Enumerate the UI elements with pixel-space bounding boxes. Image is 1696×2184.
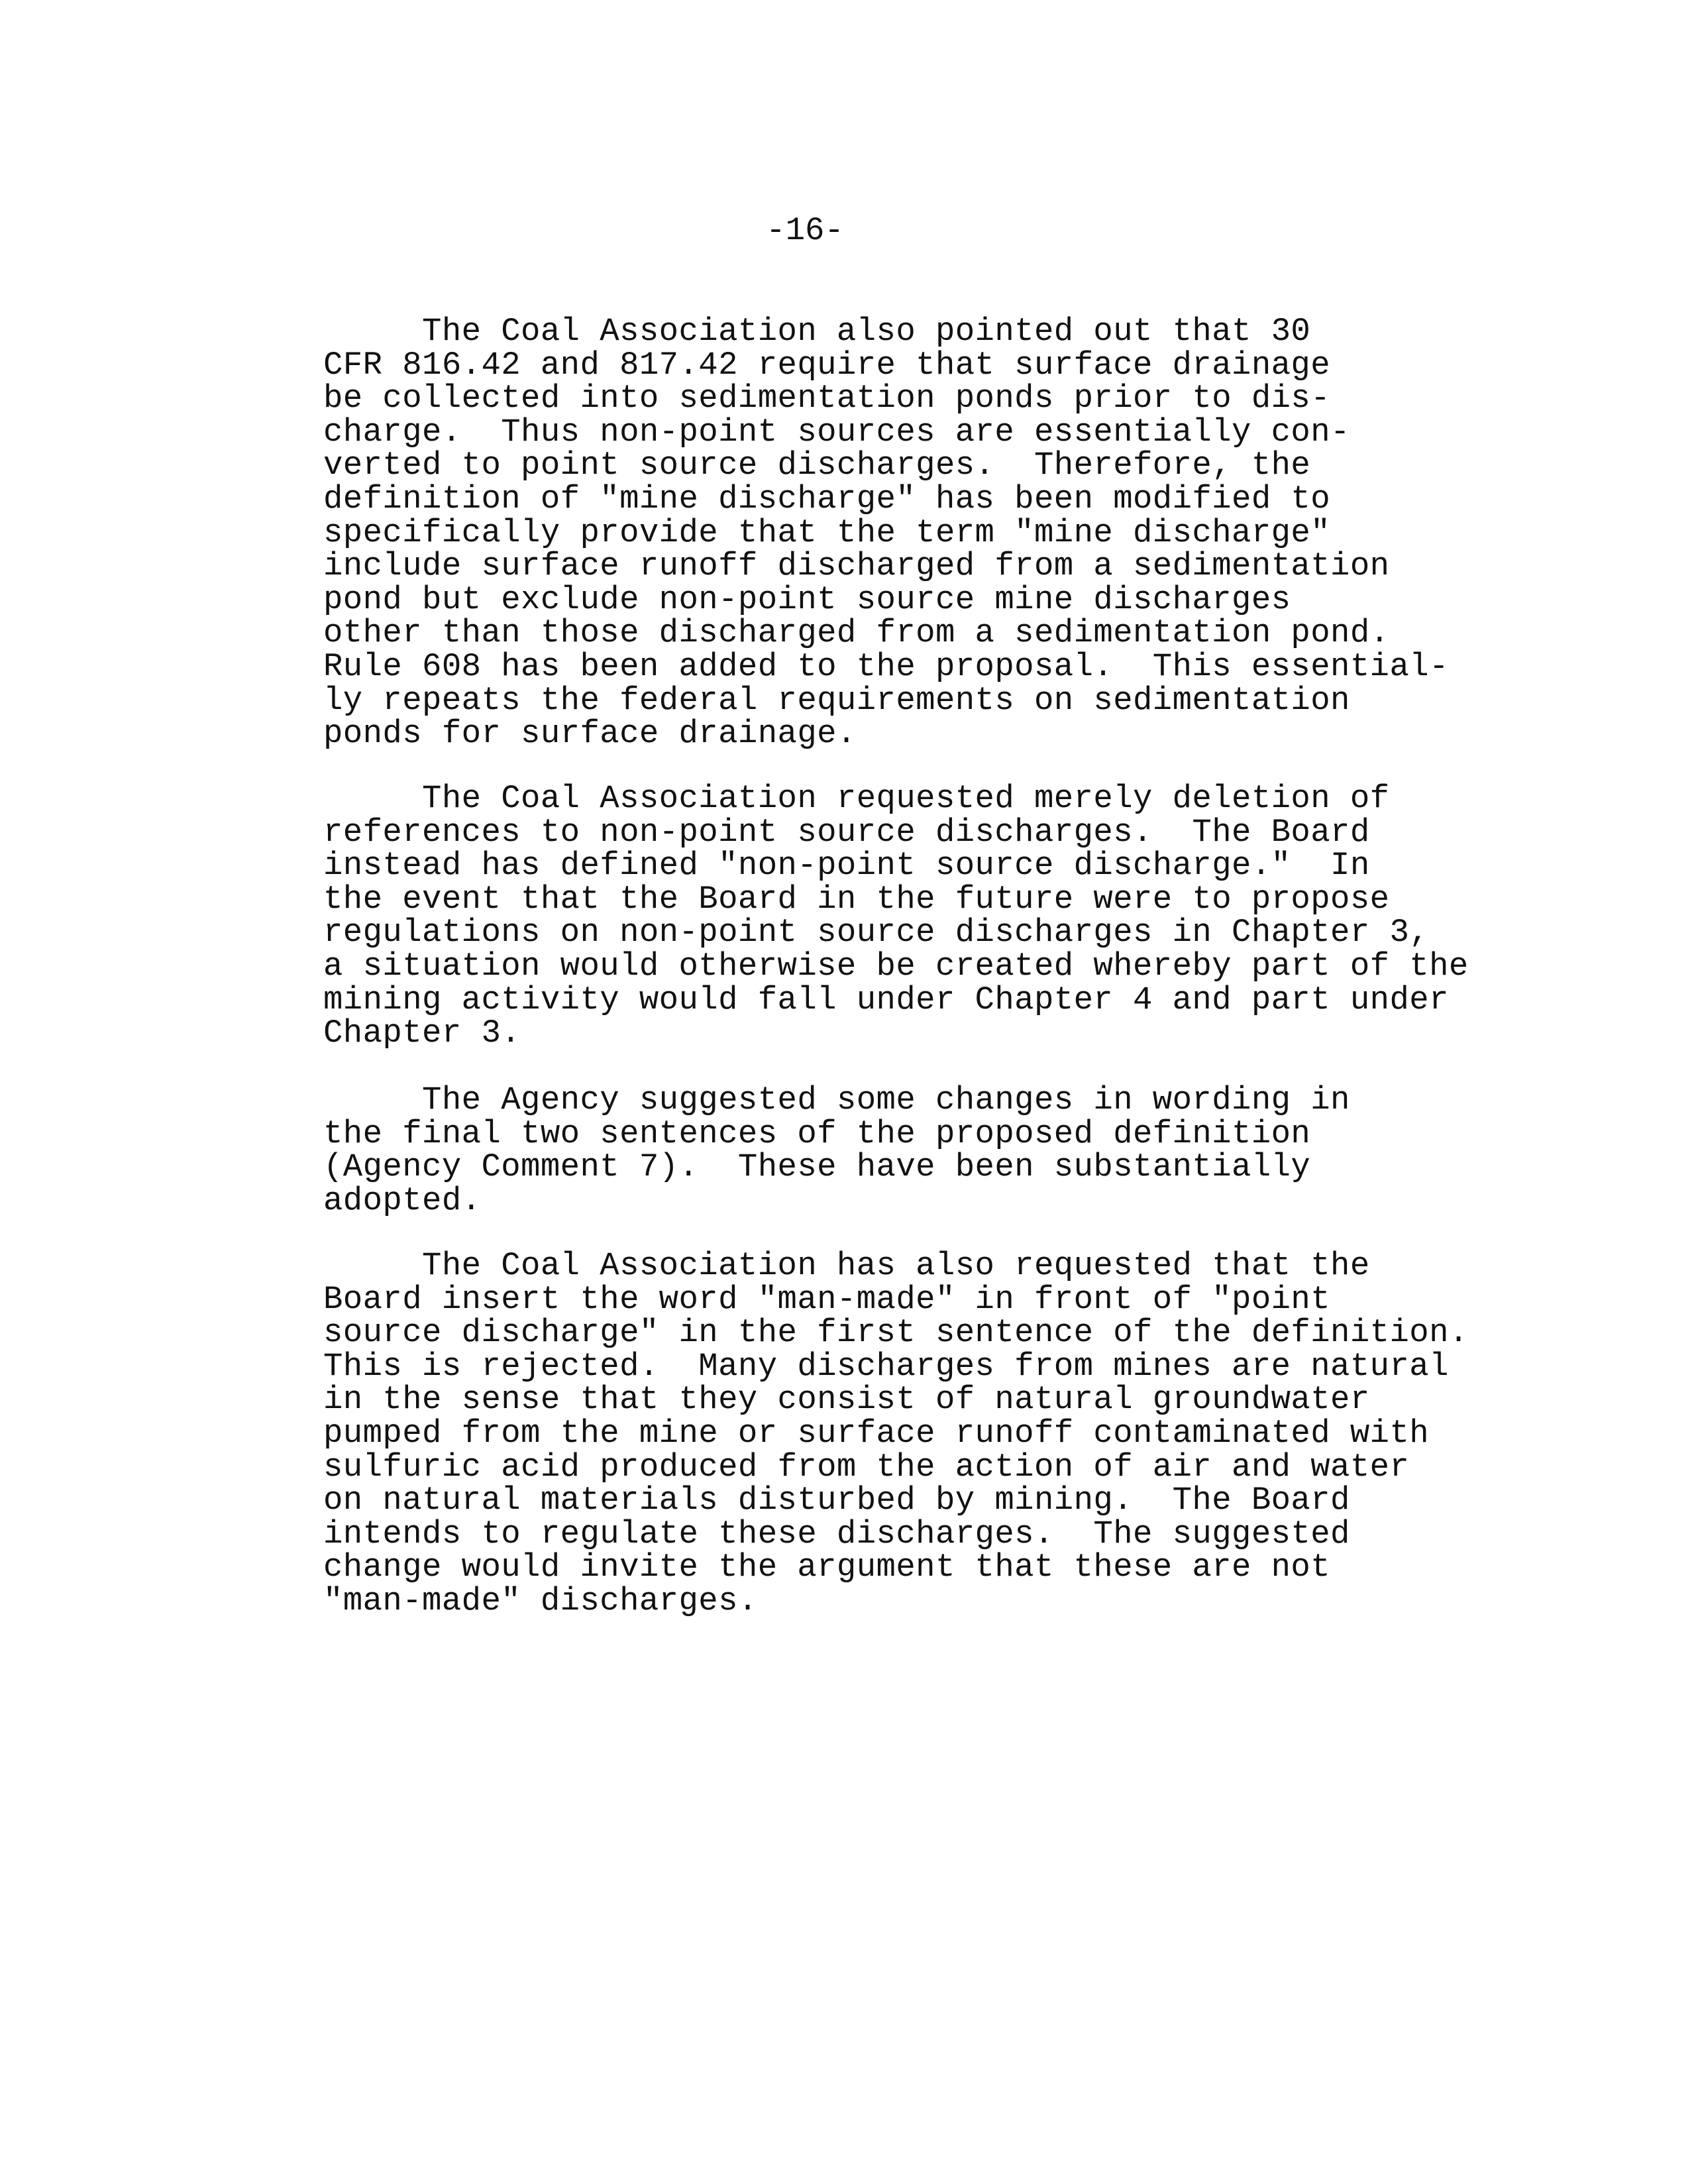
text-line: sulfuric acid produced from the action of air and water <box>323 1448 1410 1486</box>
text-line: references to non-point source discharges. The Board <box>323 813 1370 851</box>
text-line: in the sense that they consist of natural groundwater <box>323 1381 1370 1419</box>
text-line: the event that the Board in the future were to propose <box>323 880 1390 918</box>
text-line: Board insert the word "man-made" in front of "point <box>323 1280 1331 1318</box>
paragraph-agency-comment <box>323 1083 1350 1217</box>
text-line: instead has defined "non-point source discharge." In <box>323 847 1370 885</box>
text-line: Rule 608 has been added to the proposal. This essential- <box>323 647 1449 685</box>
text-line: CFR 816.42 and 817.42 require that surface drainage <box>323 346 1331 384</box>
text-line: verted to point source discharges. Therefore, the <box>323 447 1311 484</box>
text-line: Chapter 3. <box>323 1014 521 1052</box>
text-line: definition of "mine discharge" has been modified to <box>323 480 1331 518</box>
text-line: The Coal Association also pointed out that 30 <box>323 313 1311 350</box>
text-line: change would invite the argument that these are not <box>323 1549 1331 1586</box>
text-line: charge. Thus non-point sources are essentially con- <box>323 413 1350 451</box>
text-line: pond but exclude non-point source mine discharges <box>323 580 1291 618</box>
text-line: The Agency suggested some changes in wording in <box>323 1081 1350 1119</box>
text-line: mining activity would fall under Chapter 4 and part under <box>323 981 1449 1018</box>
text-line: be collected into sedimentation ponds prior to dis- <box>323 380 1331 417</box>
text-line: a situation would otherwise be created whereby part of the <box>323 947 1469 985</box>
text-line: source discharge" in the first sentence of the definition. <box>323 1314 1469 1352</box>
text-line: adopted. <box>323 1181 482 1219</box>
text-line: the final two sentences of the proposed definition <box>323 1115 1311 1152</box>
text-line: regulations on non-point source discharges in Chapter 3, <box>323 914 1430 952</box>
text-line: ponds for surface drainage. <box>323 715 857 753</box>
text-line: pumped from the mine or surface runoff contaminated with <box>323 1414 1430 1452</box>
text-line: (Agency Comment 7). These have been substantially <box>323 1148 1311 1186</box>
text-line: include surface runoff discharged from a sedimentation <box>323 547 1390 585</box>
page-number: -16- <box>766 212 844 249</box>
paragraph-man-made <box>323 1249 1469 1618</box>
text-line: specifically provide that the term "mine discharge" <box>323 514 1331 551</box>
paragraph-non-point-source <box>323 782 1469 1050</box>
text-line: ly repeats the federal requirements on sedimentation <box>323 681 1350 719</box>
text-line: on natural materials disturbed by mining. The Board <box>323 1482 1350 1519</box>
text-line: This is rejected. Many discharges from mines are natural <box>323 1347 1449 1385</box>
text-line: The Coal Association requested merely deletion of <box>323 780 1390 817</box>
text-line: "man-made" discharges. <box>323 1582 758 1619</box>
text-line: other than those discharged from a sedimentation pond. <box>323 614 1390 652</box>
paragraph-sedimentation-ponds <box>323 315 1449 751</box>
text-line: The Coal Association has also requested that the <box>323 1247 1370 1284</box>
text-line: intends to regulate these discharges. The suggested <box>323 1515 1350 1553</box>
